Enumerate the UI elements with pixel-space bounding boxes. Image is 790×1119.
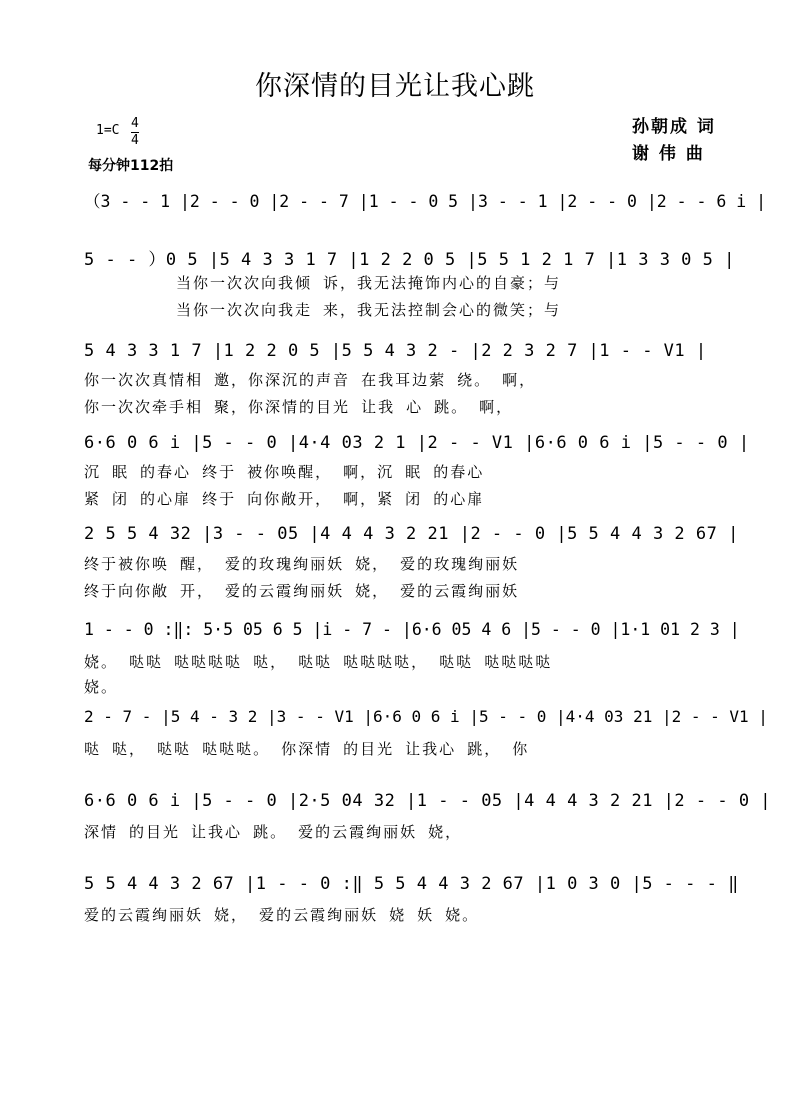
notation-line-8: 6·6 0 6 i |5 - - 0 |2·5 04 32 |1 - - 05 |4 4 4 3 2 21 |2 - - 0 | (84, 791, 772, 811)
notation-line-7: 2 - 7 - |5 4 - 3 2 |3 - - V1 |6·6 0 6 i |5 - - 0 |4·4 03 21 |2 - - V1 | (84, 707, 768, 726)
lyric-line-5-verse-1: 终于被你唤 醒， 爱的玫瑰绚丽妖 娆， 爱的玫瑰绚丽妖 (84, 555, 520, 573)
time-signature-top: 4 (131, 116, 139, 131)
notation-line-9: 5 5 4 4 3 2 67 |1 - - 0 :‖ 5 5 4 4 3 2 67 |1 0 3 0 |5 - - - ‖ (84, 874, 739, 894)
lyric-line-3-verse-2: 你一次次牵手相 聚，你深情的目光 让我 心 跳。 啊， (84, 398, 514, 416)
key-signature: 1=C (96, 123, 120, 138)
lyric-line-2-verse-1: 当你一次次向我倾 诉，我无法掩饰内心的自豪；与 (176, 274, 562, 292)
lyric-line-9: 爱的云霞绚丽妖 娆， 爱的云霞绚丽妖 娆 妖 娆。 (84, 906, 480, 924)
lyric-line-4-verse-1: 沉 眠 的春心 终于 被你唤醒， 啊，沉 眠 的春心 (84, 463, 485, 481)
lyric-line-4-verse-2: 紧 闭 的心扉 终于 向你敞开， 啊，紧 闭 的心扉 (84, 490, 485, 508)
notation-line-5: 2 5 5 4 32 |3 - - 05 |4 4 4 3 2 21 |2 - - 0 |5 5 4 4 3 2 67 | (84, 524, 739, 544)
lyric-line-3-verse-1: 你一次次真情相 邀，你深沉的声音 在我耳边萦 绕。 啊， (84, 371, 537, 389)
lyric-line-5-verse-2: 终于向你敞 开， 爱的云霞绚丽妖 娆， 爱的云霞绚丽妖 (84, 582, 520, 600)
notation-line-1: （3 - - 1 |2 - - 0 |2 - - 7 |1 - - 0 5 |3 - - 1 |2 - - 0 |2 - - 6 i | (84, 192, 767, 211)
lyric-line-8: 深情 的目光 让我心 跳。 爱的云霞绚丽妖 娆， (84, 823, 463, 841)
notation-line-3: 5 4 3 3 1 7 |1 2 2 0 5 |5 5 4 3 2 - |2 2 3 2 7 |1 - - V1 | (84, 341, 707, 361)
time-signature (131, 117, 139, 148)
lyric-line-6-verse-2: 娆。 (84, 678, 119, 696)
notation-line-6: 1 - - 0 :‖: 5·5 05 6 5 |i - 7 - |6·6 05 4 6 |5 - - 0 |1·1 01 2 3 | (84, 620, 740, 639)
lyricist-credit: 孙朝成 词 (632, 117, 716, 137)
notation-line-4: 6·6 0 6 i |5 - - 0 |4·4 03 2 1 |2 - - V1 |6·6 0 6 i |5 - - 0 | (84, 433, 750, 453)
tempo-marking: 每分钟112拍 (88, 158, 174, 174)
lyric-line-7: 哒 哒， 哒哒 哒哒哒。 你深情 的目光 让我心 跳， 你 (84, 740, 530, 758)
notation-line-2: 5 - - ）0 5 |5 4 3 3 1 7 |1 2 2 0 5 |5 5 1 2 1 7 |1 3 3 0 5 | (84, 250, 735, 270)
composer-credit: 谢 伟 曲 (632, 144, 705, 164)
time-signature-bottom: 4 (131, 133, 139, 148)
lyric-line-2-verse-2: 当你一次次向我走 来，我无法控制会心的微笑；与 (176, 301, 562, 319)
lyric-line-6-verse-1: 娆。 哒哒 哒哒哒哒 哒， 哒哒 哒哒哒哒， 哒哒 哒哒哒哒 (84, 653, 553, 671)
song-title: 你深情的目光让我心跳 (255, 71, 535, 102)
